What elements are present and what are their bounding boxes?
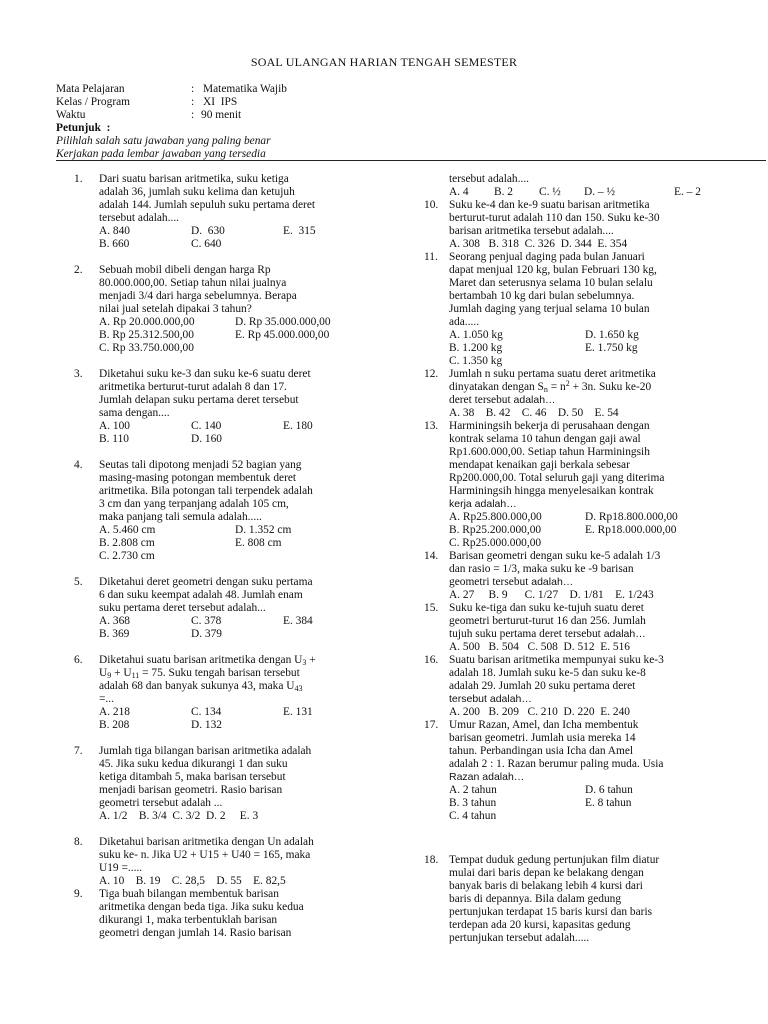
question-3 [74,368,374,446]
option: E. – 2 [674,186,701,198]
answer-options [99,615,374,641]
question-text: Diketahui deret geometri dengan suku pertama 6 dan suku keempat adalah 48. Jumlah enam suku pertama deret tersebut adalah... [99,576,313,614]
question-text: Tempat duduk gedung pertunjukan film diatur mulai dari baris depan ke belakang dengan banyak baris di belakang lebih 4 kursi dari baris di depannya. Bila dalam gedung pertunjukan terdapat 15 baris kursi dan baris terdepan ada 20 kursi, kapasitas gedung pertunjukan tersebut adalah..... [449,854,660,944]
option: D. Rp 35.000.000,00 [235,316,331,328]
option: D. Rp18.800.000,00 [585,511,678,523]
left-column [74,173,374,940]
info-row-class [56,96,716,109]
answer-options [99,225,374,251]
option: B. 2 [494,186,513,198]
question-17 [424,719,724,823]
info-label: Waktu [56,109,86,121]
text-segment: dinyatakan dengan S [449,381,544,393]
info-label: Mata Pelajaran [56,83,125,95]
question-number: 8. [74,836,83,848]
answer-options [449,511,724,550]
page-title: SOAL ULANGAN HARIAN TENGAH SEMESTER [250,55,518,69]
instruction-line: Kerjakan pada lembar jawaban yang tersedia [56,148,266,160]
question-text: tersebut adalah.... [449,173,530,185]
option: A. Rp25.800.000,00 [449,511,542,523]
option: C. Rp 33.750.000,00 [99,342,194,354]
question-number: 9. [74,888,83,900]
question-text: Dari suatu barisan aritmetika, suku ketiga adalah 36, jumlah suku kelima dan ketujuh adalah 144. Jumlah sepuluh suku pertama deret tersebut adalah.... [99,173,316,224]
option: D. – ½ [584,186,616,198]
option: B. 110 [99,433,129,445]
question-number: 18. [424,854,439,866]
option: C. 134 [191,706,222,718]
question-text: Diketahui barisan aritmetika dengan Un adalah suku ke- n. Jika U2 + U15 + U40 = 165, maka U19 =..... [99,836,314,874]
answer-options: A. 200 B. 209 C. 210 D. 220 E. 240 [449,706,630,718]
option: B. 369 [99,628,130,640]
option: E. Rp 45.000.000,00 [235,329,330,341]
text-segment: = 75. Suku tengah barisan tersebut [139,667,300,679]
question-text: Tiga buah bilangan membentuk barisan aritmetika dengan beda tiga. Jika suku kedua dikurangi 1, maka terbentuklah barisan geometri dengan jumlah 14. Rasio barisan [99,888,304,939]
exam-info [56,83,716,161]
text-segment: U [99,667,108,679]
question-7 [74,745,374,823]
question-number: 14. [424,550,439,562]
question-number: 15. [424,602,439,614]
option: D. 630 [191,225,225,237]
text-segment: = n [547,381,566,393]
text-segment: + [306,654,316,666]
option: E. 131 [283,706,313,718]
instructions-label: Petunjuk : [56,122,111,134]
text-segment: + 3n. Suku ke-20 [569,381,652,393]
option: A. Rp 20.000.000,00 [99,316,195,328]
question-18 [424,854,749,945]
text-segment: + U [111,667,132,679]
text-segment: =... [99,693,114,705]
question-text: Seutas tali dipotong menjadi 52 bagian yang masing-masing potongan membentuk deret aritmetika. Bila potongan tali terpendek adalah 3 cm dan yang terpanjang adalah 105 cm, maka panjang tali semula adalah..... [99,459,313,523]
option: D. 6 tahun [585,784,633,796]
question-10 [424,199,724,251]
option: E. 180 [283,420,313,432]
subscript: 3 [302,658,307,667]
subscript: 9 [107,671,112,680]
option: C. Rp25.000.000,00 [449,537,542,549]
question-16 [424,654,724,719]
text-segment: Barisan geometri dengan suku ke-5 adalah 1/3 dan rasio = 1/3, maka suku ke -9 barisan geometri tersebut [449,550,661,588]
option: B. 660 [99,238,130,250]
option: D. 1.650 kg [585,329,639,341]
question-6 [74,654,374,732]
question-9 [74,888,374,940]
question-number: 11. [424,251,438,263]
question-number: 1. [74,173,83,185]
question-number: 17. [424,719,439,731]
superscript: 2 [565,379,570,388]
option: E. 808 cm [235,537,282,549]
info-label: Kelas / Program [56,96,131,108]
text-segment: Suku ke-tiga dan suku ke-tujuh suatu deret geometri berturut-turut 16 dan 256. Jumlah tujuh suku pertama deret tersebut [449,602,646,640]
answer-options [99,706,374,732]
option: C. 378 [191,615,222,627]
question-text: Suku ke-4 dan ke-9 suatu barisan aritmetika berturut-turut adalah 110 dan 150. Suku ke-30 barisan aritmetika tersebut adalah.... [449,199,660,237]
question-text-end: kerja adalah… [449,498,517,510]
option: A. 100 [99,420,131,432]
question-text: Diketahui suku ke-3 dan suku ke-6 suatu deret aritmetika berturut-turut adalah 8 dan 17. Jumlah delapan suku pertama deret tersebut sama dengan.... [99,368,311,419]
question-number: 16. [424,654,439,666]
option: B. 2.808 cm [99,537,155,549]
option: A. 2 tahun [449,784,497,796]
question-4 [74,459,374,563]
text-segment: adalah… [603,628,646,640]
option: D. 379 [191,628,223,640]
option: B. Rp 25.312.500,00 [99,329,194,341]
text-segment: adalah… [531,576,574,588]
question-text [99,654,374,706]
option: A. 218 [99,706,131,718]
option: A. 368 [99,615,131,627]
question-text: Jumlah tiga bilangan barisan aritmetika adalah 45. Jika suku kedua dikurangi 1 dan suku ketiga ditambah 5, maka barisan tersebut menjadi barisan geometri. Rasio barisan geometri tersebut adalah ... [99,745,312,809]
option: D. 132 [191,719,223,731]
question-text: Harminingsih bekerja di perusahaan dengan kontrak selama 10 tahun dengan gaji awal Rp1.600.000,00. Setiap tahun Harminingsih mendapat kenaikan gaji berkala sebesar Rp200.000,00. Total seluruh gaji yang diterima Harminingsih hingga menyelesaikan kontrak [449,420,665,497]
answer-options: A. 500 B. 504 C. 508 D. 512 E. 516 [449,641,630,653]
option: B. 3 tahun [449,797,497,809]
question-number: 2. [74,264,83,276]
option: E. 315 [283,225,316,237]
answer-options [99,420,374,446]
question-text: Suatu barisan aritmetika mempunyai suku ke-3 adalah 18. Jumlah suku ke-5 dan suku ke-8 adalah 29. Jumlah 20 suku pertama deret [449,654,664,692]
option: C. 140 [191,420,222,432]
question-9-continued [424,173,724,199]
question-number: 7. [74,745,83,757]
text-segment: Jumlah n suku pertama suatu deret aritmetika [449,368,656,380]
option: A. 5.460 cm [99,524,156,536]
answer-options [449,329,724,368]
question-number: 5. [74,576,83,588]
answer-options [99,524,374,563]
option: B. 1.200 kg [449,342,503,354]
question-2 [74,264,374,355]
option: A. 4 [449,186,469,198]
text-segment: adalah 68 dan banyak sukunya 43, maka U [99,680,295,692]
question-number: 4. [74,459,83,471]
text-segment: deret tersebut [449,394,514,406]
subscript: 43 [294,684,303,693]
subscript: n [543,385,548,394]
question-text: Seorang penjual daging pada bulan Januari dapat menjual 120 kg, bulan Februari 130 kg, Maret dan seterusnya selama 10 bulan selalu bertambah 10 kg dari bulan sebelumnya. Jumlah daging yang terjual selama 10 bulan ada..... [449,251,657,328]
option: E. Rp18.000.000,00 [585,524,677,536]
question-number: 6. [74,654,83,666]
answer-options: A. 1/2 B. 3/4 C. 3/2 D. 2 E. 3 [99,810,259,822]
question-1 [74,173,374,251]
question-text-end: Razan adalah… [449,771,525,783]
question-number: 13. [424,420,439,432]
question-number: 12. [424,368,439,380]
question-15 [424,602,724,654]
subscript: 11 [131,671,140,680]
option: B. Rp25.200.000,00 [449,524,542,536]
question-number: 10. [424,199,439,211]
option: B. 208 [99,719,130,731]
question-text [449,550,724,589]
answer-options: A. 38 B. 42 C. 46 D. 50 E. 54 [449,407,619,419]
answer-options [449,186,724,199]
question-8 [74,836,374,888]
option: A. 840 [99,225,131,237]
question-14 [424,550,724,602]
info-value: 90 menit [201,109,242,121]
question-11 [424,251,724,368]
question-text: Sebuah mobil dibeli dengan harga Rp 80.000.000,00. Setiap tahun nilai jualnya menjadi 3/4 dari harga sebelumnya. Berapa nilai jual setelah dipakai 3 tahun? [99,264,297,315]
question-text: Umur Razan, Amel, dan Icha membentuk barisan geometri. Jumlah usia mereka 14 tahun. Perbandingan usia Icha dan Amel adalah 2 : 1. Razan berumur paling muda. Usia [449,719,664,770]
info-colon: : [191,109,195,121]
info-colon: : [191,83,195,95]
info-value: Matematika Wajib [203,83,287,95]
option: E. 1.750 kg [585,342,638,354]
option: C. 4 tahun [449,810,497,822]
option: C. ½ [539,186,561,198]
answer-options: A. 10 B. 19 C. 28,5 D. 55 E. 82,5 [99,875,286,887]
option: E. 8 tahun [585,797,632,809]
question-text [449,602,724,641]
info-value: XI IPS [203,96,238,108]
answer-options [99,316,374,355]
header-divider [56,160,766,161]
text-segment: Diketahui suatu barisan aritmetika dengan U [99,654,303,666]
answer-options: A. 308 B. 318 C. 326 D. 344 E. 354 [449,238,628,250]
question-number: 3. [74,368,83,380]
question-text [449,368,724,407]
question-text-end: tersebut adalah… [449,693,532,705]
question-12 [424,368,724,420]
answer-options: A. 27 B. 9 C. 1/27 D. 1/81 E. 1/243 [449,589,654,601]
text-segment: adalah… [513,394,556,406]
option: E. 384 [283,615,313,627]
info-row-subject [56,83,716,96]
option: C. 2.730 cm [99,550,155,562]
question-5 [74,576,374,641]
question-13 [424,420,724,550]
option: A. 1.050 kg [449,329,503,341]
right-column [424,173,724,823]
option: D. 160 [191,433,223,445]
info-row-time [56,109,716,122]
option: C. 1.350 kg [449,355,503,367]
option: C. 640 [191,238,222,250]
instruction-line: Pilihlah salah satu jawaban yang paling benar [56,135,271,147]
answer-options [449,784,724,823]
info-colon: : [191,96,195,108]
option: D. 1.352 cm [235,524,292,536]
